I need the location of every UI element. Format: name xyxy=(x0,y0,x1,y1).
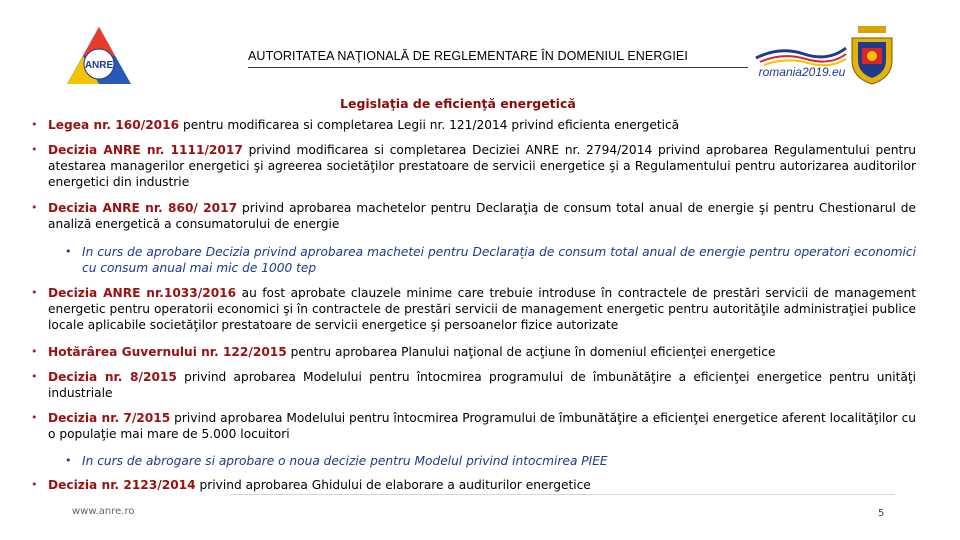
romania-logo-text: romania2019.eu xyxy=(758,65,846,79)
footer-url: www.anre.ro xyxy=(72,506,135,517)
anre-logo-text: ANRE xyxy=(84,60,114,71)
bullet-icon: • xyxy=(31,143,38,156)
legal-reference: Decizia nr. 8/2015 xyxy=(48,370,177,384)
list-item xyxy=(31,285,916,333)
page-title: Legislaţia de eficienţă energetică xyxy=(340,96,576,111)
sub-list-item xyxy=(65,453,916,469)
item-text: pentru modificarea si completarea Legii nr. 121/2014 privind eficienta energetică xyxy=(179,118,680,132)
legal-reference: Hotărârea Guvernului nr. 122/2015 xyxy=(48,345,287,359)
bullet-icon: • xyxy=(31,286,38,299)
bullet-icon: • xyxy=(31,345,38,358)
legal-reference: Decizia ANRE nr.1033/2016 xyxy=(48,286,237,300)
legal-reference: Legea nr. 160/2016 xyxy=(48,118,180,132)
anre-logo xyxy=(64,24,134,88)
bullet-icon: • xyxy=(31,370,38,383)
sub-list-item xyxy=(65,244,916,276)
legal-reference: Decizia nr. 2123/2014 xyxy=(48,478,196,492)
bullet-icon: • xyxy=(31,201,38,214)
romania-2019-logo xyxy=(752,40,850,80)
legal-reference: Decizia ANRE nr. 860/ 2017 xyxy=(48,201,238,215)
item-text: privind aprobarea machetelor pentru Declaraţia de consum total anual de energie şi pentru Chestionarul de analiză energetică a consumatorului de energie xyxy=(48,201,916,231)
item-text: In curs de aprobare Decizia privind aprobarea machetei pentru Declarația de consum total anual de energie pentru operatori economici cu consum anual mai mic de 1000 tep xyxy=(82,245,916,275)
item-text: privind aprobarea Modelului pentru întocmirea Programului de îmbunătăţire a eficienţei energetice aferent localităţilor cu o populaţie mai mare de 5.000 locuitori xyxy=(48,411,916,441)
list-item xyxy=(31,117,916,133)
legal-reference: Decizia ANRE nr. 1111/2017 xyxy=(48,143,243,157)
agency-title: AUTORITATEA NAŢIONALĂ DE REGLEMENTARE ÎN DOMENIUL ENERGIEI xyxy=(248,49,688,63)
bullet-icon: • xyxy=(31,411,38,424)
item-text: au fost aprobate clauzele minime care trebuie introduse în contractele de prestări servicii de management energetic pentru operatorii economici şi în contractele de prestări servicii de management energetic pentru autorităţile administraţiei publice locale aplicabile societăţilor prestatoare de servicii energetice şi persoanelor fizice autorizate xyxy=(48,286,916,332)
list-item xyxy=(31,142,916,190)
footer-divider xyxy=(230,494,895,495)
item-text: privind aprobarea Modelului pentru întocmirea programului de îmbunătăţire a eficienţei energetice pentru unităţi industriale xyxy=(48,370,916,400)
legal-reference: Decizia nr. 7/2015 xyxy=(48,411,171,425)
list-item xyxy=(31,200,916,232)
bullet-icon: • xyxy=(31,478,38,491)
list-item xyxy=(31,344,916,360)
bullet-icon: • xyxy=(65,245,72,258)
header-divider xyxy=(248,67,748,68)
page-number: 5 xyxy=(878,508,885,519)
list-item xyxy=(31,369,916,401)
item-text: In curs de abrogare si aprobare o noua decizie pentru Modelul privind intocmirea PIEE xyxy=(82,454,608,468)
item-text: privind aprobarea Ghidului de elaborare a auditurilor energetice xyxy=(195,478,591,492)
bullet-icon: • xyxy=(65,454,72,467)
item-text: privind modificarea si completarea Deciziei ANRE nr. 2794/2014 privind aprobarea Regulamentului pentru atestarea managerilor energetici şi agreerea societăţilor prestatoare de servicii energetice şi a Regulamentului pentru autorizarea auditorilor energetici din industrie xyxy=(48,143,916,189)
list-item xyxy=(31,410,916,442)
item-text: pentru aprobarea Planului naţional de acţiune în domeniul eficienţei energetice xyxy=(286,345,776,359)
coat-of-arms-icon xyxy=(848,24,896,86)
bullet-icon: • xyxy=(31,118,38,131)
list-item xyxy=(31,477,916,493)
